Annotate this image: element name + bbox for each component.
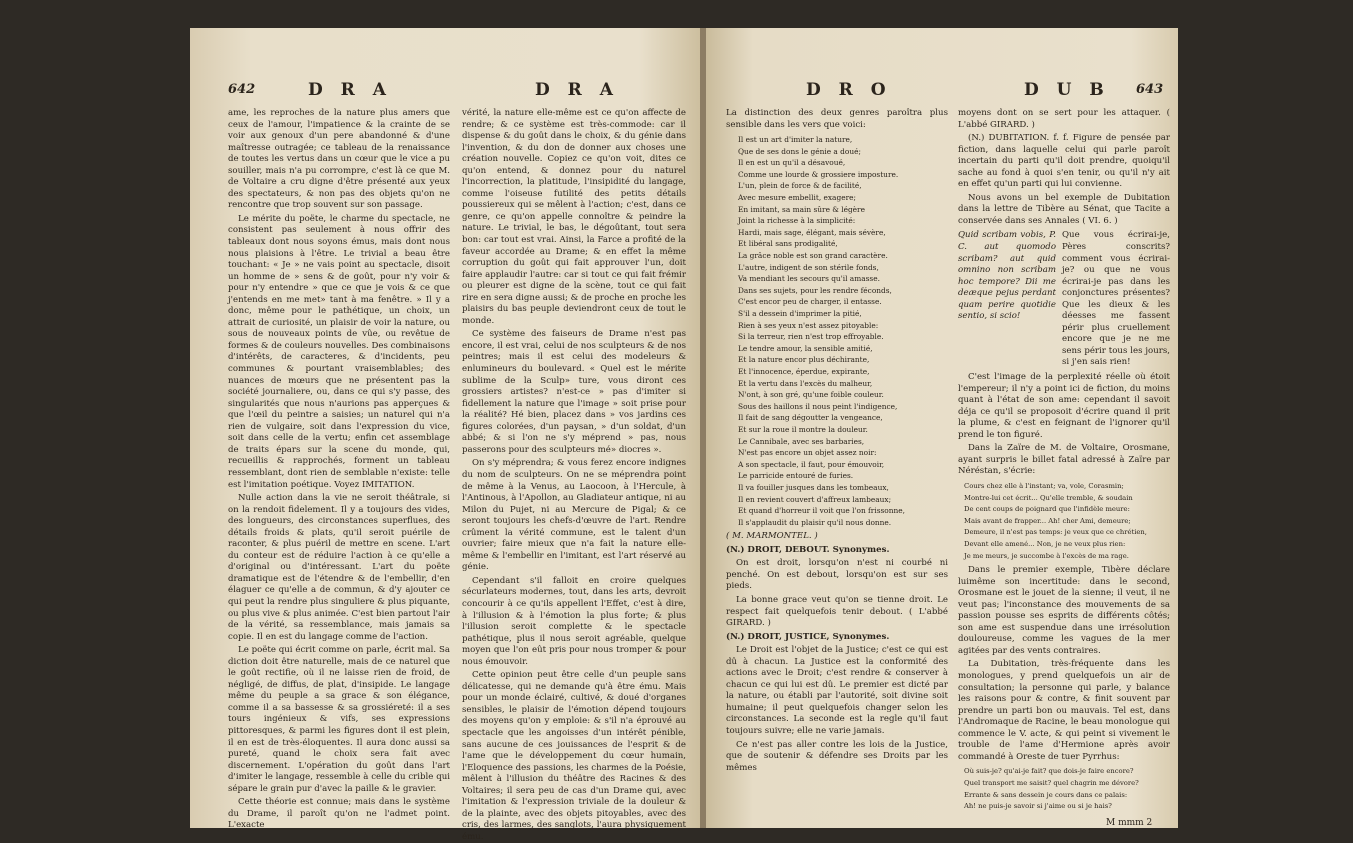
page-number-right: 643 (1136, 82, 1164, 97)
latin-quote: Quid scribam vobis, P. C. aut quomodo scribam? aut quid omnino non scribam hoc tempore? Dii me deæque pejus perdant quam perire quotidie sentio, si scio! (958, 230, 1056, 322)
verse-line: En imitant, sa main sûre & légère (738, 204, 865, 214)
paragraph: La Dubitation, très-fréquente dans les monologues, y prend quelquefois un air de consultation; la personne qui parle, y balance les raisons pour & contre, & finit souvent par prendre un parti bon ou mauvais. Tel est, dans l'Andromaque de Racine, le beau monologue qui commence le V. acte, & qui peint si vivement le trouble de l'ame d'Hermione après avoir commandé à Oreste de tuer Pyrrhus: (958, 659, 1170, 762)
running-header-right-col4: D U B (1024, 80, 1110, 100)
verse-line: Et quand d'horreur il voit que l'on frissonne, (738, 506, 905, 516)
verse-line: A son spectacle, il faut, pour émouvoir, (738, 459, 885, 469)
paragraph: Le Droit est l'objet de la Justice; c'est ce qui est dû à chacun. La Justice est la conformité des actions avec le Droit; c'est rendre & conserver à chacun ce qui lui est dû. Le premier est dicté par la nature, ou établi par l'autorité, soit divine soit humaine; il peut quelquefois changer selon les circonstances. La seconde est la regle qu'il faut toujours suivre; elle ne varie jamais. (726, 645, 948, 737)
verse-line: L'un, plein de force & de facilité, (738, 181, 862, 191)
verse-block-andromaque (964, 766, 1170, 812)
paragraph: Cette théorie est connue; mais dans le système du Drame, il paroît qu'on ne l'admet point. L'exacte (228, 797, 450, 831)
verse-line: Sous des haillons il nous peint l'indigence, (738, 401, 898, 411)
verse-line: Ah! ne puis-je savoir si j'aime ou si je hais? (964, 802, 1112, 811)
french-quote: Que vous écrirai-je, Pères conscrits? comment vous écrirai-je? ou que ne vous écrirai-je pas dans les conjonctures présentes? Que les dieux & les déesses me fassent périr plus cruellement encore que je ne me sens périr tous les jours, si j'en sais rien! (1062, 230, 1170, 368)
verse-line: Montre-lui cet écrit... Qu'elle tremble, & soudain (964, 493, 1133, 502)
author-signature: ( M. MARMONTEL. ) (726, 531, 818, 542)
column-4 (958, 108, 1170, 828)
verse-line: Rien à ses yeux n'est assez pitoyable: (738, 320, 879, 330)
verse-line: Le tendre amour, la sensible amitié, (738, 343, 873, 353)
verse-line: Si la terreur, rien n'est trop effroyable. (738, 332, 884, 342)
verse-line: Errante & sans dessein je cours dans ce palais: (964, 790, 1128, 799)
verse-line: Hardi, mais sage, élégant, mais sévère, (738, 227, 886, 237)
left-page (190, 28, 700, 842)
verse-line: Dans ses sujets, pour les rendre féconds, (738, 285, 892, 295)
verse-line: Il fait de sang dégoutter la vengeance, (738, 413, 883, 423)
paragraph: Nulle action dans la vie ne seroit théâtrale, si on la rendoit fidelement. Il y a toujours des vides, des longueurs, des circonstances superflues, des détails froids & plats, qu'il seroit puérile de raconter, & plus puéril de mettre en scene. L'art du conteur est de réduire l'action à ce qu'elle a d'original ou d'intéressant. L'art du poëte dramatique est de l'étendre & de l'embellir, d'en élaguer ce qu'elle a de commun, & d'y ajouter ce qui peut la rendre plus singuliere & plus piquante, ou plus vive & plus animée. C'est bien partout l'air de la vérité, sa ressemblance, mais jamais sa copie. Il en est du langage comme de l'action. (228, 493, 450, 642)
verse-line: Il est un art d'imiter la nature, (738, 135, 853, 145)
paragraph: Cependant s'il falloit en croire quelques sécurlateurs modernes, tout, dans les arts, devroit concourir à ce qu'ils appellent l'Effet, c'est à dire, à l'illusion & à l'émotion la plus forte; & plus l'illusion seroit complette & le spectacle pathétique, plus il nous seroit agréable, quelque moyen que l'on eût pris pour nous tromper & pour nous émouvoir. (462, 575, 686, 667)
paragraph: La bonne grace veut qu'on se tienne droit. Le respect fait quelquefois tenir debout. ( L'abbé GIRARD. ) (726, 595, 948, 629)
verse-line: Mais avant de frapper... Ah! cher Ami, demeure; (964, 516, 1131, 525)
verse-line: La grâce noble est son grand caractère. (738, 251, 888, 261)
verse-line: Et l'innocence, éperdue, expirante, (738, 366, 870, 376)
verse-line: Il en est un qu'il a désavoué, (738, 158, 846, 168)
paragraph: ame, les reproches de la nature plus amers que ceux de l'amour, l'impatience & la crainte de se voir aux genoux d'un pere abandonné & d'une maîtresse outragée; ce tableau de la renaissance de toutes les vertus dans un cœur que le vice a pu souiller, mais n'a pu corrompre, c'est là ce que M. de Voltaire a cru digne d'être présenté aux yeux des spectateurs, & non pas des objets qu'on ne rencontre que trop souvent sur son passage. (228, 108, 450, 211)
verse-line: Avec mesure embellit, exagere; (738, 193, 856, 203)
verse-line: Il s'applaudit du plaisir qu'il nous donne. (738, 517, 892, 527)
verse-line: C'est encor peu de charger, il entasse. (738, 297, 882, 307)
column-3 (726, 108, 948, 808)
running-header-left-col2: D R A (535, 80, 619, 100)
paragraph: Dans le premier exemple, Tibère déclare luimême son incertitude: dans le second, Orosmane est le jouet de la sienne; il veut, il ne veut pas; l'inconstance des mouvements de sa passion pousse ses esprits de différents côtés; son ame est suspendue dans une irrésolution douloureuse, comme les vagues de la mer agitées par des vents contraires. (958, 565, 1170, 656)
verse-line: Et sur la roue il montre la douleur. (738, 424, 868, 434)
paragraph: Ce système des faiseurs de Drame n'est pas encore, il est vrai, celui de nos sculpteurs & de nos peintres; mais il est celui des modeleurs & enlumineurs du boulevard. « Quel est le mérite sublime de la Sculp» ture, vous diront ces grossiers artistes? n'est-ce » pas d'imiter si fidellement la nature que l'image » soit prise pour la réalité? Hé bien, placez dans » vos jardins ces figures colorées, d'un paysan, » d'un soldat, d'un abbé; & si l'on ne s'y méprend » pas, nous passerons pour des sculpteurs mé» diocres ». (462, 329, 686, 455)
entry-heading: (N.) DROIT, DEBOUT. Synonymes. (726, 544, 890, 555)
entry-heading: (N.) DUBITATION. f. f. Figure de pensée par fiction, dans laquelle celui qui parle paroît incertain du parti qu'il doit prendre, quoiqu'il sache au fond à quoi s'en tenir, ou qu'il n'y ait en effet qu'un parti qui lui convienne. (958, 133, 1170, 190)
column-2 (462, 108, 686, 842)
paragraph: Dans la Zaïre de M. de Voltaire, Orosmane, ayant surpris le billet fatal adressé à Zaïre par Néréstan, s'écrie: (958, 443, 1170, 477)
paragraph: C'est l'image de la perplexité réelle où étoit l'empereur; il n'y a point ici de fiction, du moins quant à l'état de son ame: cependant il savoit déja ce qu'il se proposoit d'écrire quand il prit la plume, & c'est en feignant de l'ignorer qu'il prend le ton figuré. (958, 372, 1170, 440)
paragraph: Le poëte qui écrit comme on parle, écrit mal. Sa diction doit être naturelle, mais de ce naturel que le goût rectifie, où il ne laisse rien de froid, de négligé, de diffus, de plat, d'insipide. Le langage même du peuple a sa grace & son élégance, comme il a sa bassesse & sa grossiéreté: il a ses tours ingénieux & vifs, ses expressions pittoresques, & parmi les figures dont il est plein, il en est de très-éloquentes. Il aura donc aussi sa pureté, quand le choix sera fait avec discernement. L'opération du goût dans l'art d'imiter le langage, ressemble à celle du crible qui sépare le grain pur d'avec la paille & le gravier. (228, 645, 450, 794)
verse-line: N'est pas encore un objet assez noir: (738, 448, 877, 458)
verse-line: Va mendiant les secours qu'il amasse. (738, 274, 880, 284)
verse-line: Le parricide entouré de furies. (738, 471, 854, 481)
page-number-left: 642 (228, 82, 256, 97)
paragraph: Le mérite du poëte, le charme du spectacle, ne consistent pas seulement à nous offrir des tableaux dont nous soyons émus, mais dont nous nous plaisions à l'être. Le trivial a beau être touchant: « Je » ne vais point au spectacle, disoit un homme de » sens & de goût, pour n'y voir & pour n'y entendre » que ce que je vois & ce que j'entends en me met» tant à ma fenêtre. » Il y a donc, même pour le pathétique, un choix, un attrait de curiosité, un plaisir de voir la nature, ou sous de nouveaux points de vûe, ou revêtue de formes & de couleurs nouvelles. Des combinaisons d'intérêts, de caracteres, & d'incidents, peu communes & pourtant vraisemblables; des nuances de mœurs que ne présentent pas la société journaliere, ou, dans ce qui s'y passe, des singularités que nous n'aurions pas apperçues & que l'œil du peintre a saisies; un naturel qui n'a rien de vulgaire, soit dans l'expression du vice, soit dans celle de la vertu; enfin cet assemblage de traits épars sur la scene du monde, qui, recueillis & rapprochés, forment un tableau ressemblant, dont rien de semblable n'existe: telle est l'imitation poétique. Voyez IMITATION. (228, 213, 450, 490)
verse-line: S'il a dessein d'imprimer la pitié, (738, 309, 862, 318)
printer-signature: M mmm 2 (1106, 818, 1153, 828)
right-page (706, 28, 1178, 828)
bilingual-quote (958, 230, 1170, 369)
verse-line: De cent coups de poignard que l'infidèle meure: (964, 505, 1130, 514)
paragraph: La distinction des deux genres paroîtra plus sensible dans les vers que voici: (726, 108, 948, 130)
verse-block-zaire (964, 481, 1170, 562)
verse-line: Il en revient couvert d'affreux lambeaux; (738, 494, 892, 504)
paragraph: Cette opinion peut être celle d'un peuple sans délicatesse, qui ne demande qu'à être ému. Mais pour un monde éclairé, cultivé, & doué d'organes sensibles, le plaisir de l'émotion dépend toujours des moyens qu'on y emploie: & s'il n'a éprouvé au spectacle que les angoisses d'un intérêt pénible, sans aucune de ces jouissances de l'esprit & de l'ame que le développement du cœur humain, l'Eloquence des passions, les charmes de la Poésie, mêlent à l'illusion du théâtre des Racines & des Voltaires; il sera peu de cas d'un Drame qui, avec l'imitation & l'expression triviale de la douleur & de la plainte, avec des objets pitoyables, avec des cris, des larmes, des sanglots, l'aura physiquement ému. (462, 670, 686, 842)
running-header-left: D R A (308, 80, 392, 100)
verse-line: Joint la richesse à la simplicité: (738, 216, 856, 226)
verse-line: Que de ses dons le génie a doué; (738, 146, 861, 156)
paragraph: Nous avons un bel exemple de Dubitation dans la lettre de Tibère au Sénat, que Tacite a conservée dans ses Annales ( VI. 6. ) (958, 192, 1170, 226)
verse-line: Cours chez elle à l'instant; va, vole, Corasmin; (964, 481, 1124, 490)
entry-heading: (N.) DROIT, JUSTICE, Synonymes. (726, 631, 890, 642)
running-header-right: D R O (806, 80, 892, 100)
column-1 (228, 108, 450, 831)
paragraph: Ce n'est pas aller contre les lois de la Justice, que de soutenir & défendre ses Droits par les mêmes (726, 739, 948, 773)
paragraph: moyens dont on se sert pour les attaquer. ( L'abbé GIRARD. ) (958, 108, 1170, 130)
verse-line: Demeure, il n'est pas temps: je veux que ce chrétien, (964, 528, 1147, 537)
verse-line: Quel transport me saisit? quel chagrin me dévore? (964, 779, 1139, 787)
verse-line: Le Cannibale, avec ses barbaries, (738, 436, 865, 446)
verse-line: Et la vertu dans l'excès du malheur, (738, 378, 873, 388)
verse-line: Il va fouiller jusques dans les tombeaux, (738, 482, 889, 492)
verse-block (738, 134, 948, 528)
verse-line: Et la nature encor plus déchirante, (738, 355, 870, 365)
paragraph: On s'y méprendra; & vous ferez encore indignes du nom de sculpteurs. On ne se méprendra point de même à la Venus, au Laocoon, à l'Hercule, à l'Antinous, à l'Apollon, au Gladiateur antique, ni au Milon du Pujet, ni au Mercure de Pigal; & ce seront toujours les chefs-d'œuvre de l'art. Rendre crûment la vérité commune, est le talent d'un ouvrier; faire mieux que n'a fait la nature elle-même & l'embellir en l'imitant, est l'art réservé au génie. (462, 458, 686, 573)
verse-line: Où suis-je? qu'ai-je fait? que dois-je faire encore? (964, 767, 1134, 776)
verse-line: Devant elle amené... Non, je ne veux plus rien: (964, 539, 1126, 548)
verse-line: L'autre, indigent de son stérile fonds, (738, 262, 879, 272)
verse-line: Et libéral sans prodigalité, (738, 239, 838, 249)
verse-line: Comme une lourde & grossiere imposture. (738, 169, 899, 179)
paragraph: On est droit, lorsqu'on n'est ni courbé ni penché. On est debout, lorsqu'on est sur ses pieds. (726, 558, 948, 592)
verse-line: N'ont, à son gré, qu'une foible couleur. (738, 390, 884, 400)
paragraph: vérité, la nature elle-même est ce qu'on affecte de rendre; & ce système est très-commode: car il dispense & du goût dans le choix, & du génie dans l'invention, & du don de donner aux choses une création nouvelle. Copiez ce qu'on voit, dites ce qu'on entend, & donnez pour du naturel l'incorrection, la platitude, l'insipidité du langage, comme l'oiseuse futilité des petits détails poussiereux qui se mêlent à l'action; c'est, dans ce genre, ce qu'on appelle connoître & peindre la nature. Le trivial, le bas, le dégoûtant, tout sera bon: car tout est vrai. Ainsi, la Farce a profité de la faveur accordée au Drame; & en effet la même corruption du goût qui fait approuver l'un, doit faire applaudir l'autre: car si tout ce qui fait frémir ou pleurer est digne de la scène, tout ce qui fait rire en sera digne aussi; & de proche en proche les plaisirs du bas peuple deviendront ceux de tout le monde. (462, 108, 686, 326)
verse-line: Je me meurs, je succombe à l'excès de ma rage. (964, 551, 1129, 560)
